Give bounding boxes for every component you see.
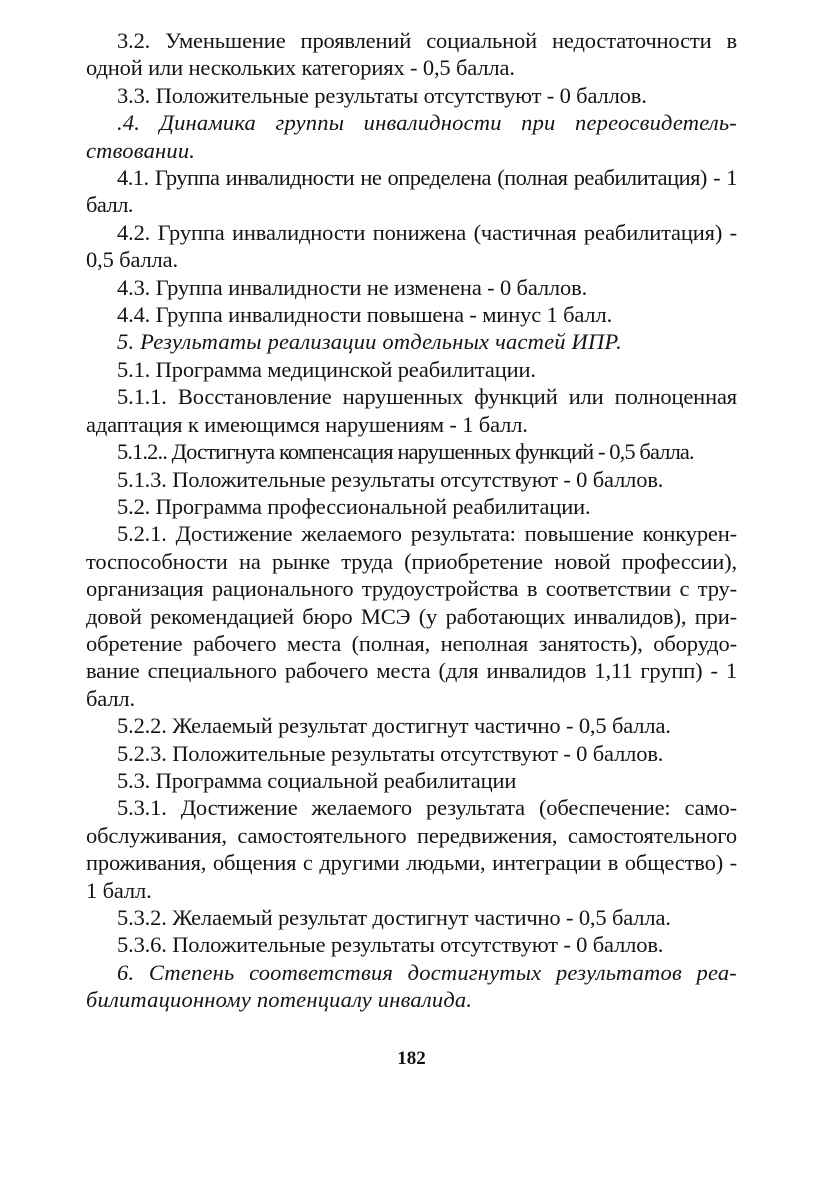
section-heading-5: 5. Результаты реализации отдельных частей ИПР. [117,329,622,355]
paragraph-5-1: 5.1. Программа медицинской реабилитации. [117,356,536,382]
page-number: 182 [397,1048,426,1069]
section-heading-4: .4. Динамика группы инвалидности при переосвидетель-ствовании. [86,110,737,163]
paragraph-3-3: 3.3. Положительные результаты отсутствуют - 0 баллов. [117,82,647,108]
paragraph-5-1-1: 5.1.1. Восстановление нарушенных функций или полноценная адаптация к имеющимся нарушениям - 1 балл. [86,384,737,437]
paragraph-5-3-2: 5.3.2. Желаемый результат достигнут частично - 0,5 балла. [117,905,671,930]
section-heading-6: 6. Степень соответствия достигнутых результатов реа-билитационному потенциалу инвалида. [86,959,737,1013]
paragraph-5-1-2: 5.1.2.. Достигнута компенсация нарушенных функций - 0,5 балла. [117,439,694,465]
paragraph-3-2: 3.2. Уменьшение проявлений социальной недостаточности в одной или нескольких категориях - 0,5 балла. [86,28,737,81]
paragraph-5-1-3: 5.1.3. Положительные результаты отсутствуют - 0 баллов. [117,466,664,492]
paragraph-4-3: 4.3. Группа инвалидности не изменена - 0 баллов. [117,274,588,300]
paragraph-4-1: 4.1. Группа инвалидности не определена (полная реабилитация) - 1 балл. [86,165,737,218]
paragraph-5-2-1: 5.2.1. Достижение желаемого результата: повышение конкурен-тоспособности на рынке труда (приобретение новой профессии), организация рационального трудоустройства в соответствии с тру-довой рекомендацией бюро МСЭ (у работающих инвалидов), при-обретение рабочего места (полная, неполная занятость), оборудо-вание специального рабочего места (для инвалидов 1,11 групп) - 1 балл. [86,521,737,711]
paragraph-4-2: 4.2. Группа инвалидности понижена (частичная реабилитация) - 0,5 балла. [86,219,737,273]
paragraph-5-2: 5.2. Программа профессиональной реабилитации. [117,493,591,519]
paragraph-5-3-6: 5.3.6. Положительные результаты отсутствуют - 0 баллов. [117,932,664,958]
paragraph-5-2-3: 5.2.3. Положительные результаты отсутствуют - 0 баллов. [117,740,664,766]
paragraph-5-3: 5.3. Программа социальной реабилитации [117,767,517,793]
paragraph-5-2-2: 5.2.2. Желаемый результат достигнут частично - 0,5 балла. [117,713,671,739]
paragraph-5-3-1: 5.3.1. Достижение желаемого результата (обеспечение: само-обслуживания, самостоятельного передвижения, самостоятельного проживания, общения с другими людьми, интеграции в общество) - 1 балл. [86,795,737,903]
paragraph-4-4: 4.4. Группа инвалидности повышена - минус 1 балл. [117,302,613,328]
